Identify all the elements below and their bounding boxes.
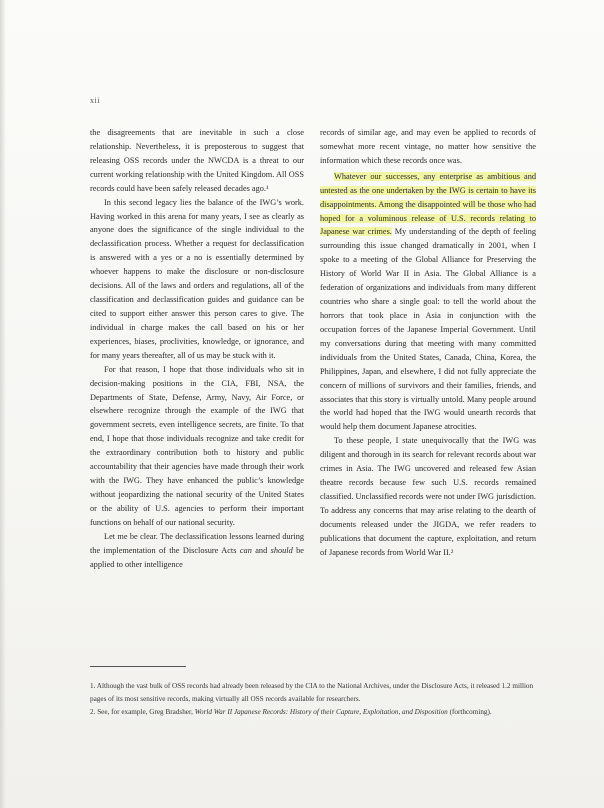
paragraph (320, 170, 536, 435)
text-run: My understanding of the depth of feeling surrounding this issue changed dramatically in 2001, when I spoke to a meeting of the Global Alliance for Preserving the History of World War II in Asia. The Global Alliance is a federation of organizations and individuals from many different countries who share a single goal: to tell the world about the horrors that took place in Asia in conjunction with the occupation forces of the Japanese Imperial Government. Until my conversations during that meeting with many committed individuals from the United States, Canada, China, Korea, the Philippines, Japan, and elsewhere, I did not fully appreciate the concern of millions of survivors and their families, friends, and associates that this story is virtually untold. Many people around the world had hoped that the IWG would unearth records that would help them document Japanese atrocities. (320, 227, 536, 432)
left-column (90, 126, 304, 572)
page-number: xii (90, 96, 100, 105)
paragraph: For that reason, I hope that those individuals who sit in decision-making positions in the CIA, FBI, NSA, the Departments of State, Defense, Army, Navy, Air Force, or elsewhere recognize through the example of the IWG that government secrets, even intelligence secrets, are finite. To that end, I hope that those individuals recognize and take credit for the extraordinary contribution both to history and public accountability that their agencies have made through their work with the IWG. They have enhanced the public’s knowledge without jeopardizing the national security of the United States or the ability of U.S. agencies to perform their important functions on behalf of our national security. (90, 364, 304, 527)
highlighted-text: Whatever our successes, any enterprise as ambitious and untested as the one undertaken by the IWG is certain to have its disappointments. Among the disappointed will be those who had hoped for a voluminous release of U.S. records relating to Japanese war crimes. (320, 171, 536, 237)
footnotes (90, 680, 546, 719)
emphasis: should (270, 545, 293, 555)
paragraph: the disagreements that are inevitable in such a close relationship. Nevertheless, it is preposterous to suggest that releasing OSS records under the NWCDA is a threat to our current working relationship with the United Kingdom. All OSS records could have been safely released decades ago.¹ (90, 128, 304, 193)
text-run: Let me be clear. The declassification lessons learned during the implementation of the Disclosure Acts (90, 531, 304, 555)
emphasis: can (239, 545, 252, 555)
paragraph: In this second legacy lies the balance of the IWG’s work. Having worked in this arena for many years, I see as clearly as anyone does the significance of the single individual to the declassification process. Whether a request for declassification is answered with a yes or a no is essentially determined by whoever happens to make the disclosure or non-disclosure decisions. All of the laws and orders and regulations, all of the classification and declassification guides and guidance can be cited to support either answer this person cares to give. The individual in charge makes the call based on his or her experiences, biases, proclivities, knowledge, or ignorance, and for many years thereafter, all of us may be stuck with it. (90, 197, 304, 360)
text-run: 2. See, for example, Greg Bradsher, (90, 708, 195, 716)
text-run: be applied to other intelligence (90, 545, 304, 569)
footnote-divider (90, 666, 186, 667)
paragraph: To these people, I state unequivocally that the IWG was diligent and thorough in its search for relevant records about war crimes in Asia. The IWG uncovered and released few Asian theatre records because few such U.S. records remained classified. Unclassified records were not under IWG jurisdiction. To address any concerns that may arise relating to the dearth of documents released under the JIGDA, we refer readers to publications that document the capture, exploitation, and return of Japanese records from World War II.² (320, 436, 536, 557)
text-run: (forthcoming). (447, 708, 492, 716)
paragraph (90, 530, 304, 572)
footnote-2 (90, 706, 546, 719)
right-column (320, 126, 536, 560)
paragraph: records of similar age, and may even be applied to records of somewhat more recent vintage, no matter how sensitive the information which these records once was. (320, 128, 536, 165)
footnote-1: 1. Although the vast bulk of OSS records had already been released by the CIA to the National Archives, under the Disclosure Acts, it released 1.2 million pages of its most sensitive records, making virtually all OSS records available for researchers. (90, 682, 534, 703)
book-title: World War II Japanese Records: History of their Capture, Exploitation, and Disposition (194, 708, 448, 716)
text-run: and (251, 545, 271, 555)
